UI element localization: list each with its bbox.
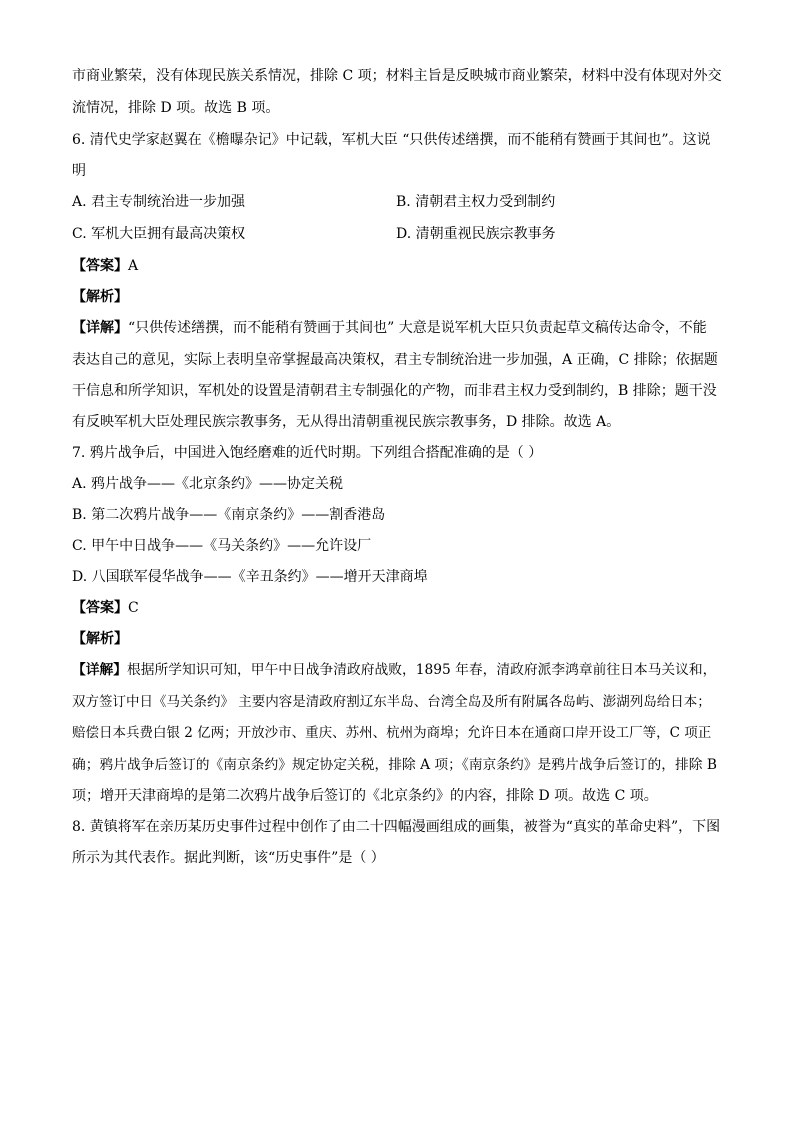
text-line: 流情况，排除 D 项。故选 B 项。 <box>72 100 280 116</box>
detail-tag: 【详解】 <box>72 662 128 678</box>
text-line: 市商业繁荣，没有体现民族关系情况，排除 C 项；材料主旨是反映城市商业繁荣，材料中没有体现对外交 <box>72 68 722 84</box>
question-6-stem-cont: 明 <box>72 163 86 179</box>
detail-tag: 【详解】 <box>72 320 128 336</box>
question-7-stem: 7. 鸦片战争后，中国进入饱经磨难的近代时期。下列组合搭配准确的是（ ） <box>72 445 543 461</box>
question-6-detail <box>72 319 707 337</box>
answer-value: C <box>128 600 139 616</box>
question-7-answer <box>72 599 139 617</box>
question-7-detail <box>72 661 716 679</box>
question-6-stem: 6. 清代史学家赵翼在《檐曝杂记》中记载，军机大臣 “只供传述缮撰，而不能稍有赞画于其间也”。这说 <box>72 132 711 148</box>
analysis-tag: 【解析】 <box>72 631 128 647</box>
question-6-option-d: D. 清朝重视民族宗教事务 <box>396 226 556 242</box>
text-line: 双方签订中日《马关条约》 主要内容是清政府割辽东半岛、台湾全岛及所有附属各岛屿、澎湖列岛给日本； <box>72 694 711 710</box>
text-line: 有反映军机大臣处理民族宗教事务，无从得出清朝重视民族宗教事务，D 排除。故选 A。 <box>72 414 621 430</box>
answer-tag: 【答案】 <box>72 600 128 616</box>
question-6-answer <box>72 257 138 275</box>
question-6-option-b: B. 清朝君主权力受到制约 <box>396 194 556 210</box>
question-6-option-c: C. 军机大臣拥有最高决策权 <box>72 226 246 242</box>
question-6-analysis <box>72 288 128 306</box>
analysis-tag: 【解析】 <box>72 289 128 305</box>
answer-tag: 【答案】 <box>72 258 128 274</box>
text-line: 表达自己的意见，实际上表明皇帝掌握最高决策权，君主专制统治进一步加强，A 正确，C 排除；依据题 <box>72 352 718 368</box>
question-7-option-c: C. 甲午中日战争——《马关条约》——允许设厂 <box>72 538 372 554</box>
question-6-option-a: A. 君主专制统治进一步加强 <box>72 194 246 210</box>
text-line: 项；增开天津商埠的是第二次鸦片战争后签订的《北京条约》的内容，排除 D 项。故选 C 项。 <box>72 788 658 804</box>
question-7-option-d: D. 八国联军侵华战争——《辛丑条约》——增开天津商埠 <box>72 569 428 585</box>
text-line: 确；鸦片战争后签订的《南京条约》规定协定关税，排除 A 项；《南京条约》是鸦片战争后签订的，排除 B <box>72 757 718 773</box>
text-line: 赔偿日本兵费白银 2 亿两；开放沙市、重庆、苏州、杭州为商埠；允许日本在通商口岸开设工厂等，C 项正 <box>72 725 712 741</box>
question-7-option-b: B. 第二次鸦片战争——《南京条约》——割香港岛 <box>72 507 386 523</box>
question-7-analysis <box>72 630 128 648</box>
question-8-stem: 8. 黄镇将军在亲历某历史事件过程中创作了由二十四幅漫画组成的画集，被誉为“真实的革命史料”，下图 <box>72 819 721 835</box>
question-8-stem-cont: 所示为其代表作。据此判断，该“历史事件”是（ ） <box>72 850 385 866</box>
detail-text: “只供传述缮撰，而不能稍有赞画于其间也” 大意是说军机大臣只负责起草文稿传达命令，不能 <box>128 320 707 336</box>
answer-value: A <box>128 258 139 274</box>
text-line: 干信息和所学知识，军机处的设置是清朝君主专制强化的产物，而非君主权力受到制约，B 排除；题干没 <box>72 383 717 399</box>
detail-text: 根据所学知识可知，甲午中日战争清政府战败，1895 年春，清政府派李鸿章前往日本马关议和， <box>127 662 717 678</box>
question-7-option-a: A. 鸦片战争——《北京条约》——协定关税 <box>72 476 344 492</box>
